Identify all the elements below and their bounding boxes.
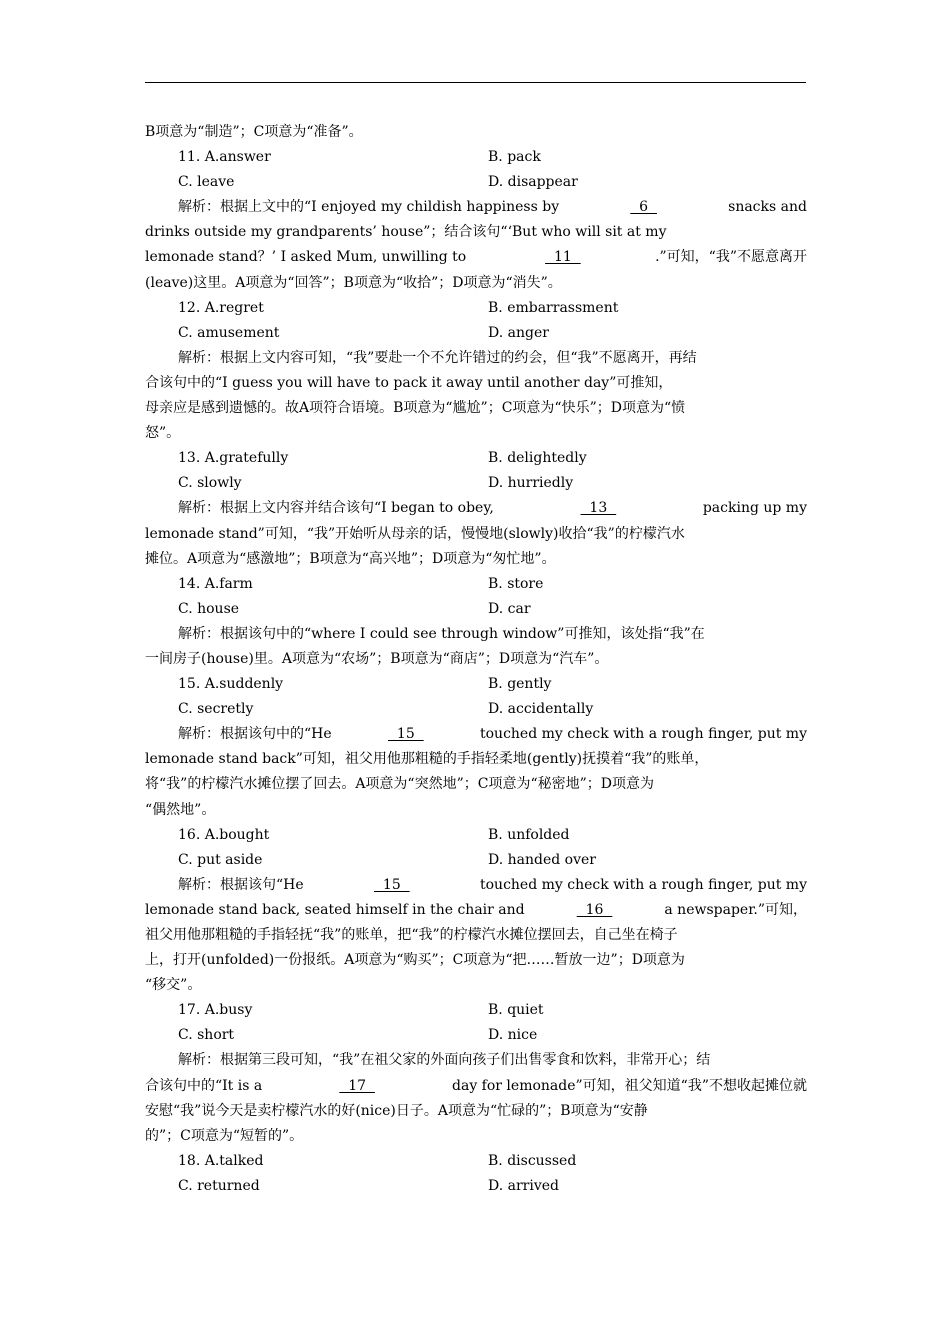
q14-explanation-line: 一间房子(house)里。A项意为“农场”；B项意为“商店”；D项意为“汽车”。 bbox=[145, 650, 609, 667]
blank-11: 11 bbox=[545, 249, 581, 266]
q13-options-row2 bbox=[145, 471, 807, 496]
q17-options-row2 bbox=[145, 1023, 807, 1048]
q16-explanation-line: 上，打开(unfolded)一份报纸。A项意为“购买”；C项意为“把……暂放一边”；D项意为 bbox=[145, 952, 685, 969]
q15-explanation-line: lemonade stand back”可知，祖父用他那粗糙的手指轻柔地(gently)抚摸着“我”的账单， bbox=[145, 751, 709, 768]
blank-15: 15 bbox=[374, 876, 410, 893]
q13-options-row1 bbox=[145, 446, 807, 471]
q11-option-b: B. pack bbox=[488, 149, 541, 166]
q11-explanation-line: lemonade stand？’ I asked Mum, unwilling to 11 .”可知，“我”不愿意离开 bbox=[145, 245, 807, 270]
q10-explanation-tail: B项意为“制造”；C项意为“准备”。 bbox=[145, 124, 363, 140]
q11-explanation-line: 解析：根据上文中的“I enjoyed my childish happiness by 6 snacks and bbox=[145, 195, 807, 220]
q17-explanation-line: 合该句中的“It is a 17 day for lemonade”可知，祖父知道“我”不想收起摊位就 bbox=[145, 1074, 807, 1099]
q17-options-row1 bbox=[145, 998, 807, 1023]
q11-options-row1 bbox=[145, 145, 807, 170]
q14-options-row1 bbox=[145, 572, 807, 597]
q16-options-row1 bbox=[145, 823, 807, 848]
q13-explanation-line: 摊位。A项意为“感激地”；B项意为“高兴地”；D项意为“匆忙地”。 bbox=[145, 550, 556, 567]
q13-explanation-line: lemonade stand”可知，“我”开始听从母亲的话，慢慢地(slowly)收拾“我”的柠檬汽水 bbox=[145, 525, 685, 542]
q12-options-row1 bbox=[145, 296, 807, 321]
q12-explanation-line: 怒”。 bbox=[145, 425, 181, 442]
q12-options-row2 bbox=[145, 321, 807, 346]
q17-explanation-line: 的”；C项意为“短暂的”。 bbox=[145, 1127, 304, 1144]
q16-option-c: C. put aside bbox=[178, 851, 263, 868]
blank-6: 6 bbox=[630, 199, 657, 216]
q15-options-row1 bbox=[145, 672, 807, 697]
q11-explanation-line: drinks outside my grandparents’ house”；结合该句“‘But who will sit at my bbox=[145, 224, 667, 241]
q12-explanation-line: 合该句中的“I guess you will have to pack it away until another day”可推知， bbox=[145, 374, 673, 391]
q12-explanation-line: 母亲应是感到遗憾的。故A项符合语境。B项意为“尴尬”；C项意为“快乐”；D项意为“愤 bbox=[145, 400, 686, 417]
blank-17: 17 bbox=[339, 1077, 375, 1094]
q18-option-a: 18. A.talked bbox=[178, 1152, 264, 1169]
q11-option-c: C. leave bbox=[178, 174, 235, 191]
q16-option-d: D. handed over bbox=[488, 851, 596, 868]
q18-option-b: B. discussed bbox=[488, 1152, 577, 1169]
q11-option-a: 11. A.answer bbox=[178, 149, 271, 166]
q13-option-b: B. delightedly bbox=[488, 450, 587, 467]
blank-16: 16 bbox=[576, 901, 613, 918]
q18-option-c: C. returned bbox=[178, 1177, 260, 1194]
q12-option-c: C. amusement bbox=[178, 324, 280, 341]
q15-explanation-line: 解析：根据该句中的“He 15 touched my check with a rough finger, put my bbox=[145, 722, 807, 747]
q14-options-row2 bbox=[145, 597, 807, 622]
q17-option-a: 17. A.busy bbox=[178, 1002, 253, 1019]
q13-explanation-line: 解析：根据上文内容并结合该句“I began to obey, 13 packing up my bbox=[145, 496, 807, 521]
q15-option-d: D. accidentally bbox=[488, 701, 594, 718]
q16-option-b: B. unfolded bbox=[488, 826, 570, 843]
q11-option-d: D. disappear bbox=[488, 174, 578, 191]
blank-13: 13 bbox=[580, 500, 617, 517]
q15-option-c: C. secretly bbox=[178, 701, 254, 718]
q17-option-d: D. nice bbox=[488, 1027, 538, 1044]
q13-option-a: 13. A.gratefully bbox=[178, 450, 289, 467]
q17-explanation-line: 安慰“我”说今天是卖柠檬汽水的好(nice)日子。A项意为“忙碌的”；B项意为“安静 bbox=[145, 1102, 648, 1119]
q15-option-a: 15. A.suddenly bbox=[178, 676, 284, 693]
q14-option-b: B. store bbox=[488, 575, 544, 592]
q14-option-d: D. car bbox=[488, 600, 531, 617]
q12-explanation-line: 解析：根据上文内容可知，“我”要赴一个不允许错过的约会，但“我”不愿离开，再结 bbox=[178, 349, 697, 366]
q13-option-d: D. hurriedly bbox=[488, 475, 574, 492]
q16-explanation-line: “移交”。 bbox=[145, 977, 202, 994]
q13-option-c: C. slowly bbox=[178, 475, 242, 492]
q15-explanation-line: 将“我”的柠檬汽水摊位摆了回去。A项意为“突然地”；C项意为“秘密地”；D项意为 bbox=[145, 776, 654, 793]
q17-option-c: C. short bbox=[178, 1027, 235, 1044]
q15-option-b: B. gently bbox=[488, 676, 552, 693]
q11-explanation-line: (leave)这里。A项意为“回答”；B项意为“收拾”；D项意为“消失”。 bbox=[145, 274, 562, 291]
q18-options-row2 bbox=[145, 1174, 807, 1199]
blank-15: 15 bbox=[388, 726, 424, 743]
q17-explanation-line: 解析：根据第三段可知，“我”在祖父家的外面向孩子们出售零食和饮料，非常开心；结 bbox=[178, 1052, 711, 1069]
q18-options-row1 bbox=[145, 1149, 807, 1174]
q16-explanation-line: 解析：根据该句“He 15 touched my check with a rough finger, put my bbox=[145, 873, 807, 898]
q12-option-a: 12. A.regret bbox=[178, 299, 264, 316]
q14-explanation-line: 解析：根据该句中的“where I could see through window”可推知，该处指“我”在 bbox=[178, 625, 705, 642]
q16-options-row2 bbox=[145, 848, 807, 873]
q14-option-c: C. house bbox=[178, 600, 240, 617]
q16-explanation-line: lemonade stand back, seated himself in the chair and 16 a newspaper.”可知， bbox=[145, 898, 807, 923]
q12-option-b: B. embarrassment bbox=[488, 299, 619, 316]
q14-option-a: 14. A.farm bbox=[178, 575, 253, 592]
q12-option-d: D. anger bbox=[488, 324, 549, 341]
q15-options-row2 bbox=[145, 697, 807, 722]
answer-explanations bbox=[145, 120, 807, 1199]
q16-explanation-line: 祖父用他那粗糙的手指轻抚“我”的账单，把“我”的柠檬汽水摊位摆回去，自己坐在椅子 bbox=[145, 927, 678, 943]
q11-options-row2 bbox=[145, 170, 807, 195]
q18-option-d: D. arrived bbox=[488, 1177, 559, 1194]
q17-option-b: B. quiet bbox=[488, 1002, 544, 1019]
header-rule bbox=[145, 82, 806, 83]
q16-option-a: 16. A.bought bbox=[178, 826, 270, 843]
q15-explanation-line: “偶然地”。 bbox=[145, 801, 216, 818]
